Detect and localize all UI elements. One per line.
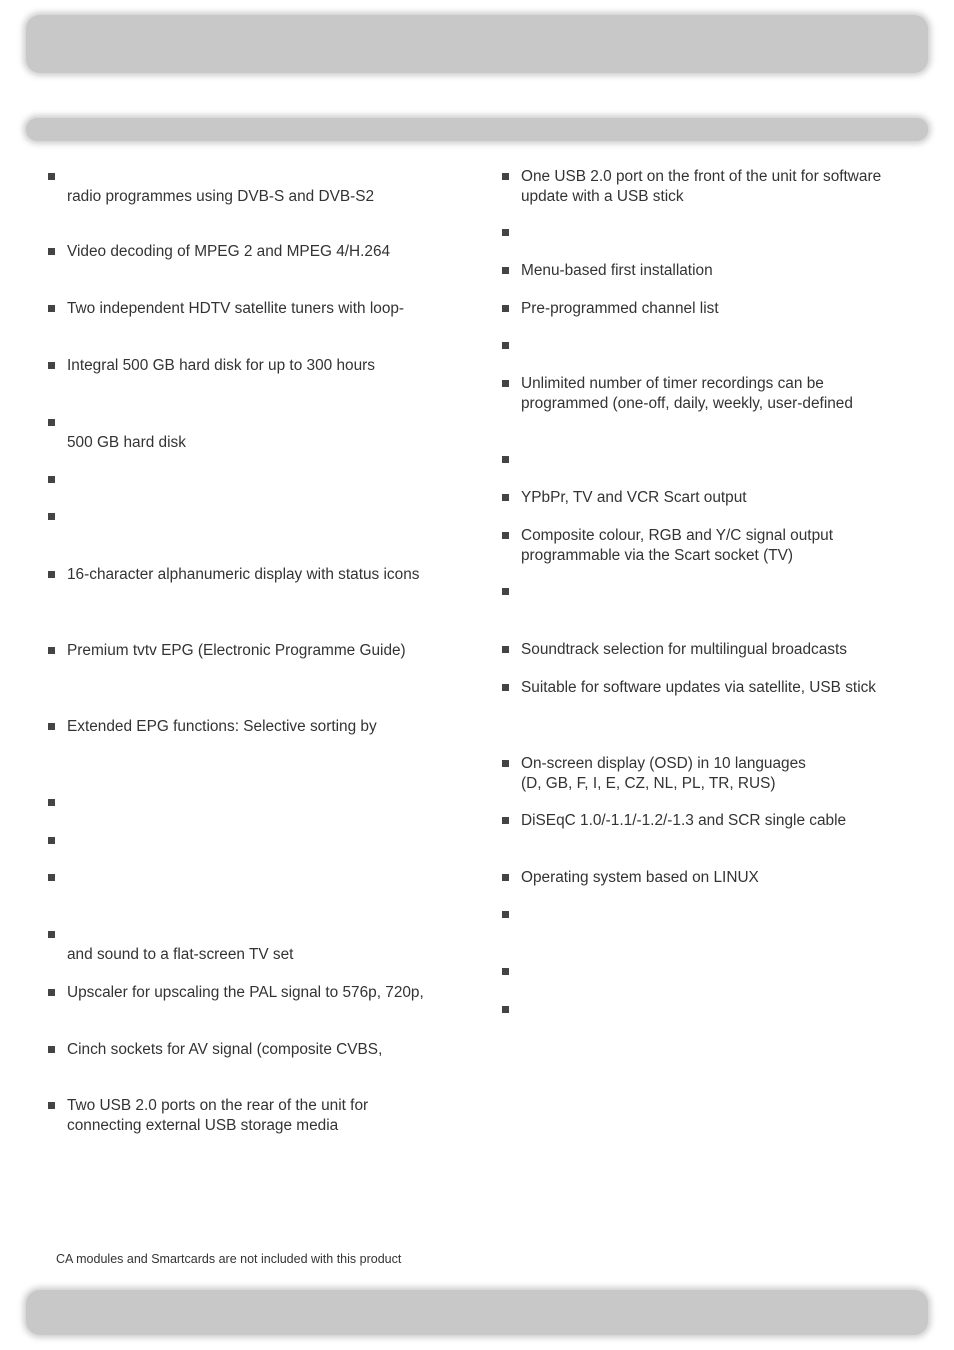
feature-text-line: update with a USB stick [521, 187, 684, 205]
feature-list-item [521, 582, 525, 602]
feature-list-item [521, 811, 846, 831]
feature-list-item [521, 754, 806, 793]
feature-text-line [67, 925, 293, 945]
feature-text-line [521, 962, 525, 982]
square-bullet-icon [48, 723, 55, 730]
feature-text-line [67, 831, 71, 851]
feature-text-line [521, 582, 525, 602]
footnote: CA modules and Smartcards are not included with this product [56, 1252, 402, 1266]
feature-text-line: Pre-programmed channel list [521, 300, 719, 317]
square-bullet-icon [502, 588, 509, 595]
section-heading-bar [26, 118, 928, 141]
square-bullet-icon [48, 647, 55, 654]
feature-text-line: Video decoding of MPEG 2 and MPEG 4/H.264 [67, 243, 391, 260]
feature-list-item [67, 983, 424, 1003]
feature-text-line: Suitable for software updates via satellite, USB stick [521, 679, 877, 696]
feature-list-item [521, 962, 525, 982]
feature-text-line [67, 868, 71, 888]
feature-text-line: and sound to a flat-screen TV set [67, 945, 294, 963]
feature-text-line: One USB 2.0 port on the front of the unit for software [521, 168, 882, 185]
feature-text-line: Composite colour, RGB and Y/C signal output [521, 527, 833, 544]
square-bullet-icon [502, 456, 509, 463]
feature-list-item [67, 925, 293, 964]
feature-list-item [67, 1096, 368, 1135]
square-bullet-icon [48, 419, 55, 426]
feature-text-line: YPbPr, TV and VCR Scart output [521, 489, 747, 506]
feature-list-item [67, 565, 419, 585]
feature-text-line [67, 167, 374, 187]
feature-text-line: Premium tvtv EPG (Electronic Programme Guide) [67, 642, 406, 659]
feature-list-item [521, 450, 525, 470]
feature-list-item [521, 640, 847, 660]
square-bullet-icon [48, 513, 55, 520]
square-bullet-icon [502, 760, 509, 767]
square-bullet-icon [48, 1102, 55, 1109]
square-bullet-icon [48, 248, 55, 255]
feature-text-line [521, 336, 525, 356]
square-bullet-icon [502, 646, 509, 653]
square-bullet-icon [48, 173, 55, 180]
square-bullet-icon [48, 476, 55, 483]
feature-list-item [521, 868, 759, 888]
square-bullet-icon [502, 173, 509, 180]
square-bullet-icon [502, 267, 509, 274]
feature-text-line: Unlimited number of timer recordings can be [521, 375, 824, 392]
feature-list-item [67, 641, 406, 661]
square-bullet-icon [502, 874, 509, 881]
feature-list-item [67, 470, 71, 490]
feature-list-item [521, 336, 525, 356]
square-bullet-icon [502, 229, 509, 236]
feature-text-line: 500 GB hard disk [67, 433, 186, 451]
feature-text-line: Cinch sockets for AV signal (composite CVBS, [67, 1041, 383, 1058]
feature-list-item [521, 488, 747, 508]
feature-text-line: Operating system based on LINUX [521, 869, 759, 886]
feature-list-item [521, 1000, 525, 1020]
feature-text-line: Soundtrack selection for multilingual broadcasts [521, 641, 847, 658]
feature-text-line: Two USB 2.0 ports on the rear of the unit for [67, 1097, 369, 1114]
square-bullet-icon [48, 1046, 55, 1053]
feature-text-line [521, 905, 525, 925]
feature-list-item [521, 526, 833, 565]
square-bullet-icon [48, 305, 55, 312]
feature-list-item [67, 717, 377, 737]
feature-text-line: 16-character alphanumeric display with status icons [67, 566, 420, 583]
feature-list-item [521, 905, 525, 925]
header-banner [26, 15, 928, 73]
square-bullet-icon [48, 837, 55, 844]
square-bullet-icon [48, 931, 55, 938]
feature-text-line [67, 413, 186, 433]
feature-text-line: Menu-based first installation [521, 262, 713, 279]
feature-list-item [67, 793, 71, 813]
feature-text-line: Upscaler for upscaling the PAL signal to 576p, 720p, [67, 984, 424, 1001]
feature-text-line [67, 470, 71, 490]
feature-text-line: Integral 500 GB hard disk for up to 300 hours [67, 357, 376, 374]
square-bullet-icon [48, 874, 55, 881]
feature-list-item [521, 299, 719, 319]
feature-list-item [67, 831, 71, 851]
square-bullet-icon [502, 342, 509, 349]
square-bullet-icon [502, 911, 509, 918]
square-bullet-icon [48, 571, 55, 578]
square-bullet-icon [502, 532, 509, 539]
square-bullet-icon [502, 1006, 509, 1013]
feature-text-line: Extended EPG functions: Selective sorting by [67, 718, 377, 735]
square-bullet-icon [502, 380, 509, 387]
square-bullet-icon [502, 817, 509, 824]
square-bullet-icon [48, 362, 55, 369]
feature-list-item [521, 223, 525, 243]
feature-text-line: programmable via the Scart socket (TV) [521, 546, 793, 564]
feature-list-item [67, 1040, 382, 1060]
feature-text-line: (D, GB, F, I, E, CZ, NL, PL, TR, RUS) [521, 774, 776, 792]
feature-list-item [521, 374, 853, 413]
feature-text-line [521, 1000, 525, 1020]
square-bullet-icon [502, 305, 509, 312]
feature-text-line: On-screen display (OSD) in 10 languages [521, 755, 806, 772]
feature-text-line: connecting external USB storage media [67, 1116, 339, 1134]
feature-text-line: DiSEqC 1.0/-1.1/-1.2/-1.3 and SCR single cable [521, 812, 847, 829]
feature-list-item [67, 242, 390, 262]
square-bullet-icon [502, 684, 509, 691]
feature-text-line [67, 507, 71, 527]
square-bullet-icon [48, 989, 55, 996]
feature-list-item [67, 299, 404, 319]
feature-text-line [67, 793, 71, 813]
feature-list-item [67, 356, 375, 376]
feature-list-item [67, 507, 71, 527]
feature-list-item [67, 167, 374, 206]
feature-list-item [521, 678, 876, 698]
feature-list-item [521, 167, 881, 206]
square-bullet-icon [48, 799, 55, 806]
feature-text-line: radio programmes using DVB-S and DVB-S2 [67, 187, 375, 205]
feature-list-item [521, 261, 713, 281]
square-bullet-icon [502, 968, 509, 975]
feature-text-line [521, 223, 525, 243]
feature-text-line [521, 450, 525, 470]
footer-banner [26, 1290, 928, 1335]
feature-list-item [67, 413, 186, 452]
feature-text-line: programmed (one-off, daily, weekly, user-defined [521, 394, 853, 412]
feature-text-line: Two independent HDTV satellite tuners with loop- [67, 300, 405, 317]
square-bullet-icon [502, 494, 509, 501]
feature-list-item [67, 868, 71, 888]
